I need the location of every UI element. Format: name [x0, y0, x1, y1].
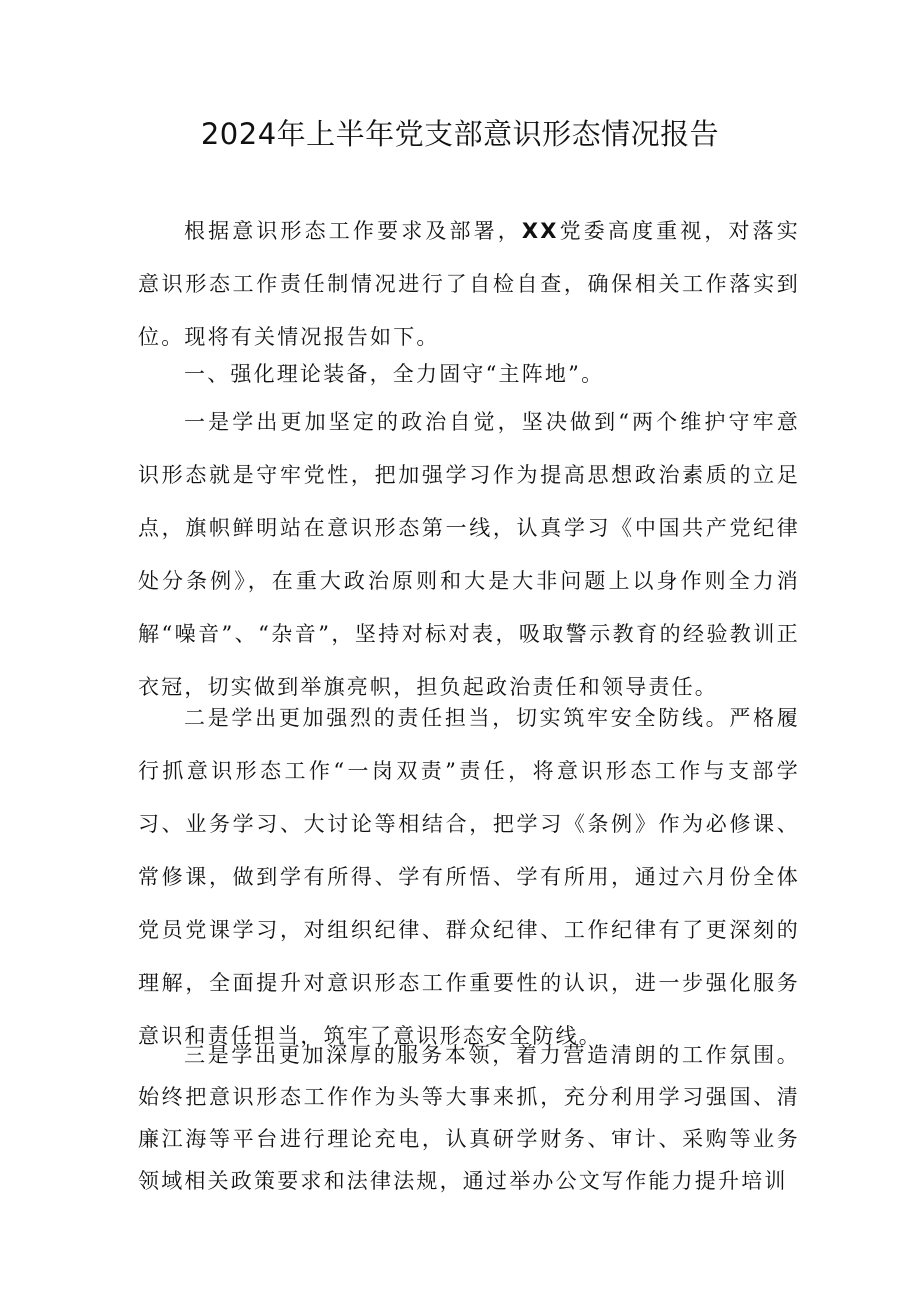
section-heading-1: 一、强化理论装备，全力固守“主阵地”。	[184, 362, 605, 386]
document-title: 2024年上半年党支部意识形态情况报告	[200, 117, 720, 151]
intro-org-name: XX	[521, 219, 559, 243]
intro-text-before: 根据意识形态工作要求及部署，	[184, 219, 522, 243]
point-1-paragraph: 一是学出更加坚定的政治自觉，坚决做到“两个维护守牢意识形态就是守牢党性，把加强学习作为提高思想政治素质的立足点，旗帜鲜明站在意识形态第一线，认真学习《中国共产党纪律处分条例》，在重大政治原则和大是大非问题上以身作则全力消解“噪音”、“杂音”，坚持对标对表，吸取警示教育的经验教训正衣冠，切实做到举旗亮帜，担负起政治责任和领导责任。	[138, 410, 800, 699]
intro-paragraph	[138, 205, 800, 364]
point-3-paragraph: 三是学出更加深厚的服务本领，着力营造清朗的工作氛围。始终把意识形态工作作为头等大事来抓，充分利用学习强国、清廉江海等平台进行理论充电，认真研学财务、审计、采购等业务领域相关政策要求和法律法规，通过举办公文写作能力提升培训	[138, 1043, 800, 1193]
point-2-paragraph: 二是学出更加强烈的责任担当，切实筑牢安全防线。严格履行抓意识形态工作“一岗双责”责任，将意识形态工作与支部学习、业务学习、大讨论等相结合，把学习《条例》作为必修课、常修课，做到学有所得、学有所悟、学有所用，通过六月份全体党员党课学习，对组织纪律、群众纪律、工作纪律有了更深刻的理解，全面提升对意识形态工作重要性的认识，进一步强化服务意识和责任担当，筑牢了意识形态安全防线。	[138, 706, 800, 1048]
intro-text-after: 党委高度重视，对落实意识形态工作责任制情况进行了自检自查，确保相关工作落实到位。现将有关情况报告如下。	[138, 219, 801, 349]
